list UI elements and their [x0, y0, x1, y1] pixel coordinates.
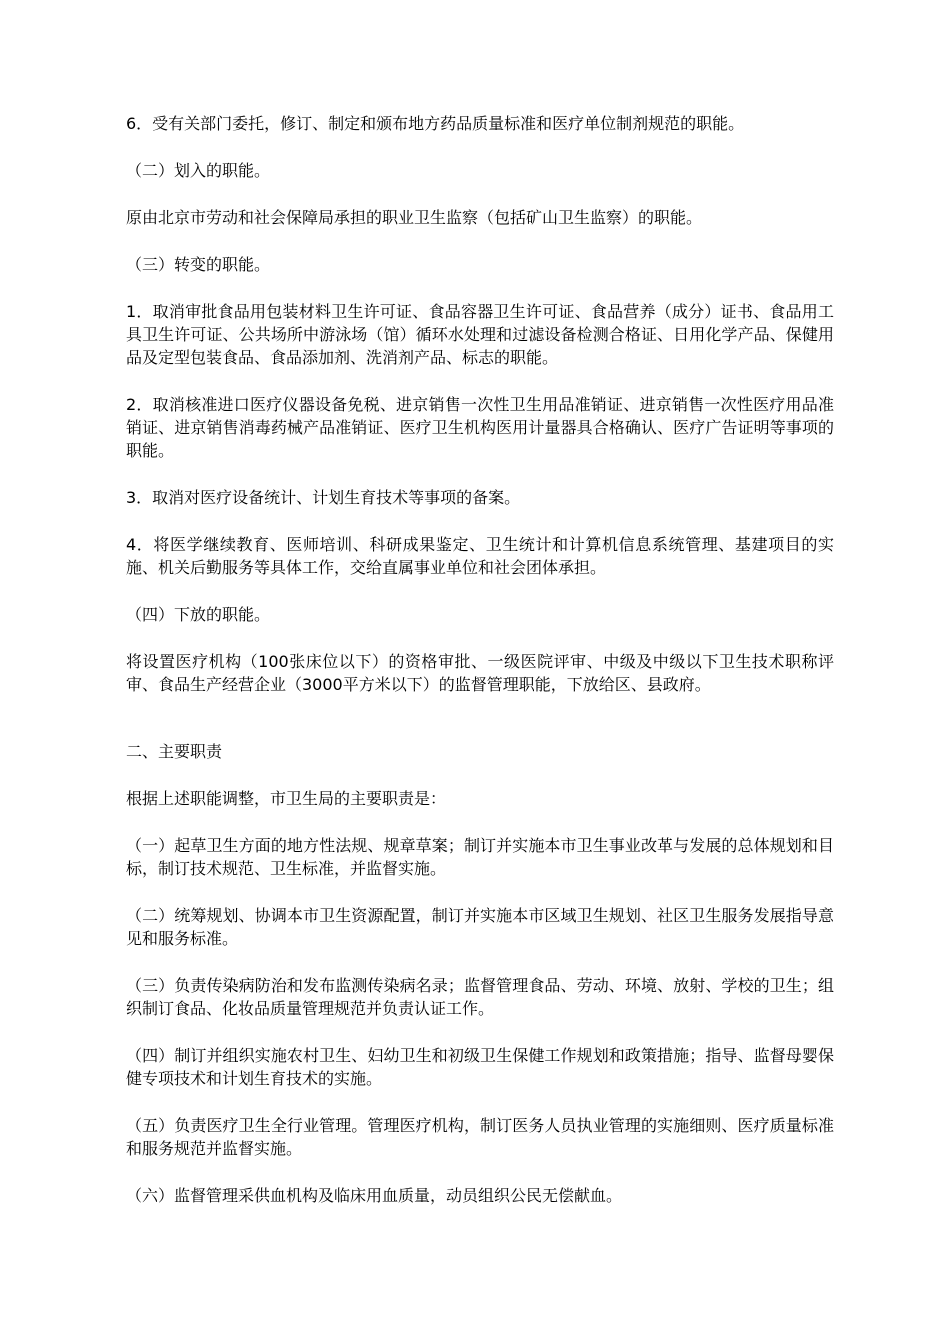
paragraph-item-2: 2．取消核准进口医疗仪器设备免税、进京销售一次性卫生用品准销证、进京销售一次性医疗用品准销证、进京销售消毒药械产品准销证、医疗卫生机构医用计量器具合格确认、医疗广告证明等事项的职能。 [126, 395, 834, 460]
paragraph-item-4: 4．将医学继续教育、医师培训、科研成果鉴定、卫生统计和计算机信息系统管理、基建项目的实施、机关后勤服务等具体工作，交给直属事业单位和社会团体承担。 [126, 535, 834, 577]
paragraph-duty-1: （一）起草卫生方面的地方性法规、规章草案；制订并实施本市卫生事业改革与发展的总体规划和目标，制订技术规范、卫生标准，并监督实施。 [126, 836, 834, 878]
paragraph-delegated: 将设置医疗机构（100张床位以下）的资格审批、一级医院评审、中级及中级以下卫生技术职称评审、食品生产经营企业（3000平方米以下）的监督管理职能，下放给区、县政府。 [126, 652, 834, 694]
paragraph-duties-intro: 根据上述职能调整，市卫生局的主要职责是： [126, 789, 447, 808]
paragraph-duty-5: （五）负责医疗卫生全行业管理。管理医疗机构，制订医务人员执业管理的实施细则、医疗质量标准和服务规范并监督实施。 [126, 1116, 834, 1158]
section-heading-delegated: （四）下放的职能。 [126, 605, 271, 624]
document-page [126, 112, 834, 1207]
paragraph-duty-4: （四）制订并组织实施农村卫生、妇幼卫生和初级卫生保健工作规划和政策措施；指导、监督母婴保健专项技术和计划生育技术的实施。 [126, 1046, 834, 1088]
section-heading-transferred-in: （二）划入的职能。 [126, 161, 271, 180]
paragraph-item-6: 6．受有关部门委托，修订、制定和颁布地方药品质量标准和医疗单位制剂规范的职能。 [126, 114, 745, 133]
paragraph-duty-2: （二）统筹规划、协调本市卫生资源配置，制订并实施本市区域卫生规划、社区卫生服务发展指导意见和服务标准。 [126, 906, 834, 948]
section-heading-transformed: （三）转变的职能。 [126, 255, 271, 274]
section-heading-main-duties: 二、主要职责 [126, 742, 223, 761]
paragraph-item-1: 1．取消审批食品用包装材料卫生许可证、食品容器卫生许可证、食品营养（成分）证书、食品用工具卫生许可证、公共场所中游泳场（馆）循环水处理和过滤设备检测合格证、日用化学产品、保健用品及定型包装食品、食品添加剂、洗消剂产品、标志的职能。 [126, 302, 834, 367]
paragraph-item-3: 3．取消对医疗设备统计、计划生育技术等事项的备案。 [126, 488, 521, 507]
paragraph-transferred-in: 原由北京市劳动和社会保障局承担的职业卫生监察（包括矿山卫生监察）的职能。 [126, 208, 703, 227]
paragraph-duty-6: （六）监督管理采供血机构及临床用血质量，动员组织公民无偿献血。 [126, 1186, 623, 1205]
paragraph-duty-3: （三）负责传染病防治和发布监测传染病名录；监督管理食品、劳动、环境、放射、学校的卫生；组织制订食品、化妆品质量管理规范并负责认证工作。 [126, 976, 834, 1018]
